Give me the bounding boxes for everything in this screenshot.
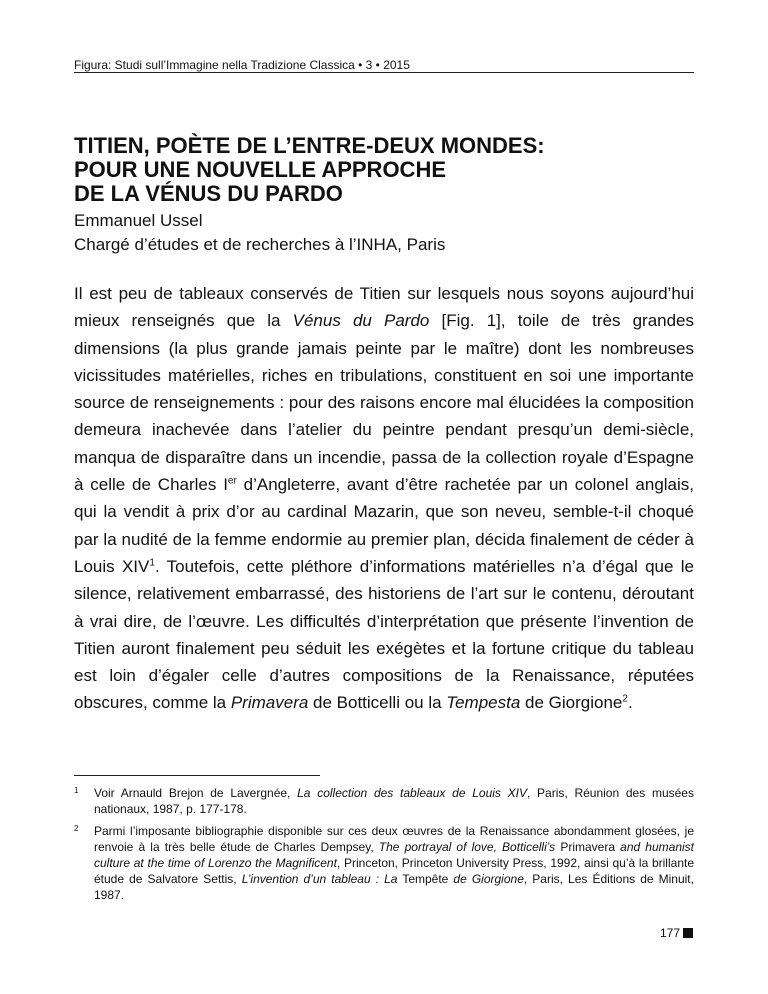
superscript-er: er — [227, 475, 237, 487]
footnote-rule — [74, 775, 320, 776]
work-title-tempesta: Tempesta — [446, 693, 521, 713]
title-line-3: DE LA VÉNUS DU PARDO — [74, 181, 343, 206]
body-text-segment: de Giorgione — [520, 693, 623, 713]
article-title — [74, 134, 545, 206]
black-square-icon — [683, 928, 693, 938]
body-text-segment: de Botticelli ou la — [308, 693, 447, 713]
footnote-text — [94, 785, 694, 817]
fn-segment: Primavera — [555, 840, 621, 854]
fn-segment: Parmi l’imposante bibliographie disponible sur ces deux œuvres de la Renaissance abondamment glosées, je renvoie à la très belle étude de Charles Dempsey, — [94, 824, 694, 854]
author-affiliation: Chargé d’études et de recherches à l’INHA, Paris — [74, 235, 446, 254]
fn-segment: , Paris, Les Éditions de Minuit, 1987. — [94, 872, 694, 902]
fn-italic-title: L’invention d’un tableau : La — [241, 872, 398, 886]
fn-segment: , Princeton, Princeton University Press, 1992, ainsi qu’à la brillante étude de Salvatore Settis, — [94, 856, 694, 886]
footnote-number: 1 — [74, 786, 79, 795]
fn-segment: Voir Arnauld Brejon de Lavergnée, — [94, 786, 298, 800]
body-text-segment: Il est peu de tableaux conservés de Titien sur lesquels nous soyons aujourd’hui mieux renseignés que la — [74, 284, 694, 331]
body-paragraph — [74, 280, 694, 717]
fn-italic-title: and humanist culture at the time of Lorenzo the Magnificent — [94, 840, 694, 870]
author-name: Emmanuel Ussel — [74, 211, 203, 230]
footnote-ref-1[interactable]: 1 — [149, 557, 155, 569]
work-title-primavera: Primavera — [230, 693, 309, 713]
work-title-venus: Vénus du Pardo — [292, 311, 430, 331]
fn-italic-title: de Giorgione — [453, 872, 524, 886]
body-text-segment: . — [627, 693, 633, 713]
footnote-text — [94, 823, 694, 903]
page-number-text: 177 — [659, 926, 680, 940]
body-text-segment: d’Angleterre, avant d’être rachetée par un colonel anglais, qui la vendit à prix d’or au cardinal Mazarin, que son neveu, semble-t-il choqué par la nudité de la femme endormie au premier plan, décida finalement de céder à Louis XIV — [74, 475, 694, 576]
fn-segment: , Paris, Réunion des musées nationaux, 1987, p. 177-178. — [94, 786, 694, 816]
title-line-2: POUR UNE NOUVELLE APPROCHE — [74, 157, 447, 182]
header-rule — [74, 72, 694, 73]
fn-segment: Tempête — [397, 872, 454, 886]
fn-italic-title: The portrayal of love, Botticelli’s — [378, 840, 556, 854]
page-number — [660, 926, 693, 940]
footnote-number: 2 — [74, 824, 79, 833]
fn-italic-title: La collection des tableaux de Louis XIV — [297, 786, 527, 800]
body-text-segment: . Toutefois, cette pléthore d’informations matérielles n’a d’égal que le silence, relativement embarrassé, des historiens de l’art sur le contenu, déroutant à vrai dire, de l’œuvre. Les difficultés d’interprétation que présente l’invention de Titien auront finalement peu séduit les exégètes et la fortune critique du tableau est loin d’égaler celle d’autres compositions de la Renaissance, réputées obscures, comme la — [74, 556, 695, 713]
title-line-1: TITIEN, POÈTE DE L’ENTRE-DEUX MONDES: — [74, 133, 545, 158]
body-text-segment: [Fig. 1], toile de très grandes dimensions (la plus grande jamais peinte par le maître) dont les nombreuses vicissitudes matérielles, riches en tribulations, constituent en soi une importante source de renseignements : pour des raisons encore mal élucidées la composition demeura inachevée dans l’atelier du peintre pendant presqu’un demi-siècle, manqua de disparaître dans un incendie, passa de la collection royale d’Espagne à celle de Charles I — [74, 311, 695, 495]
footnote-1 — [74, 785, 694, 817]
running-head: Figura: Studi sull’Immagine nella Tradizione Classica • 3 • 2015 — [74, 58, 410, 72]
footnote-ref-2[interactable]: 2 — [622, 693, 628, 705]
footnote-2 — [74, 823, 694, 903]
